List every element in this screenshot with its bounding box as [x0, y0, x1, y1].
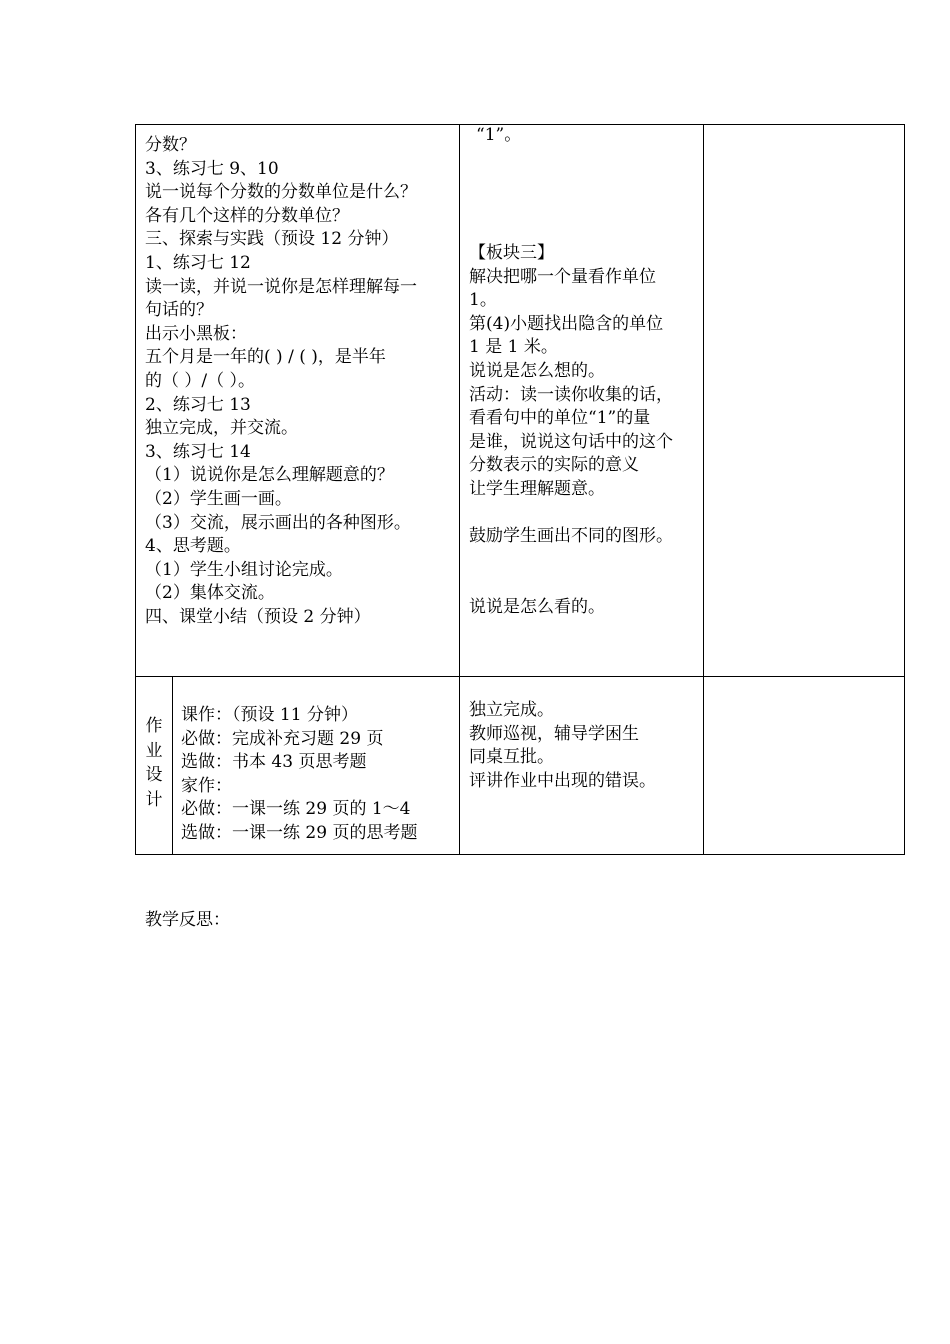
intent-top-line: “1”。 [476, 125, 522, 145]
intent-line: 说说是怎么想的。 [469, 360, 605, 381]
activity-line: 三、探索与实践（预设 12 分钟） [145, 229, 399, 250]
homework-label-char: 计 [145, 789, 163, 810]
intent-line: 让学生理解题意。 [469, 478, 605, 499]
activity-line: 四、课堂小结（预设 2 分钟） [145, 606, 371, 627]
activity-line: 3、练习七 9、10 [145, 158, 279, 179]
activity-line: 读一读，并说一说你是怎样理解每一 [145, 276, 417, 297]
activity-line: 句话的？ [145, 300, 213, 321]
intent-line: 说说是怎么看的。 [469, 596, 605, 617]
homework-line: 选做：书本 43 页思考题 [181, 752, 367, 773]
homework-notes-cell [469, 699, 656, 793]
homework-label-char: 设 [145, 765, 163, 785]
activity-line: （2）学生画一画。 [145, 488, 292, 509]
homework-line: 选做：一课一练 29 页的思考题 [181, 822, 418, 843]
homework-line: 必做：一课一练 29 页的 1～4 [181, 799, 411, 820]
intent-spacer [469, 502, 673, 526]
activity-line: （1）学生小组讨论完成。 [145, 559, 343, 580]
intent-line: 分数表示的实际的意义 [469, 455, 639, 476]
column-divider-2 [703, 124, 704, 855]
reflection-label: 教学反思： [145, 910, 230, 930]
intent-spacer [469, 572, 673, 596]
homework-note-line: 教师巡视，辅导学困生 [469, 723, 639, 744]
homework-content-cell [181, 704, 417, 846]
activity-line: （3）交流，展示画出的各种图形。 [145, 512, 411, 533]
row-divider [135, 676, 905, 677]
homework-line: 家作： [181, 775, 232, 796]
intent-cell [469, 242, 673, 620]
intent-line: 活动：读一读你收集的话， [469, 384, 673, 405]
intent-line: 是谁，说说这句话中的这个 [469, 431, 673, 452]
activity-line: 各有几个这样的分数单位？ [145, 205, 349, 226]
activity-line: 1、练习七 12 [145, 252, 251, 273]
activity-line: （2）集体交流。 [145, 583, 275, 604]
homework-note-line: 评讲作业中出现的错误。 [469, 770, 656, 791]
intent-line: 鼓励学生画出不同的图形。 [469, 526, 673, 547]
activity-cell [145, 134, 417, 629]
intent-line: 第(4)小题找出隐含的单位 [469, 313, 664, 334]
intent-line: 看看句中的单位“1”的量 [469, 408, 651, 429]
homework-label-char: 业 [145, 740, 163, 761]
activity-line: 2、练习七 13 [145, 394, 251, 415]
table-right-border [904, 124, 905, 855]
homework-line: 必做：完成补充习题 29 页 [181, 728, 384, 749]
activity-line: 出示小黑板： [145, 323, 247, 344]
activity-line: （1）说说你是怎么理解题意的？ [145, 465, 394, 486]
intent-line: 解决把哪一个量看作单位 [469, 266, 656, 287]
homework-note-line: 独立完成。 [469, 700, 554, 720]
activity-line: 五个月是一年的( ) / ( )，是半年 [145, 347, 386, 368]
activity-line: 独立完成，并交流。 [145, 418, 298, 439]
intent-line: 【板块三】 [469, 243, 554, 263]
homework-label-divider [172, 676, 173, 855]
intent-spacer [469, 549, 673, 573]
homework-label-char: 作 [145, 716, 163, 736]
activity-line: 3、练习七 14 [145, 441, 251, 462]
activity-line: 分数？ [145, 135, 196, 155]
activity-line: 4、思考题。 [145, 536, 241, 557]
homework-line: 课作：（预设 11 分钟） [181, 705, 358, 725]
table-bottom-border [135, 854, 905, 855]
column-divider-1 [459, 124, 460, 855]
activity-line: 的（ ）/（ ）。 [145, 370, 256, 391]
homework-note-line: 同桌互批。 [469, 747, 554, 768]
homework-label [136, 714, 172, 812]
activity-line: 说一说每个分数的分数单位是什么？ [145, 182, 417, 203]
intent-line: 1。 [469, 290, 497, 311]
intent-line: 1 是 1 米。 [469, 337, 558, 358]
